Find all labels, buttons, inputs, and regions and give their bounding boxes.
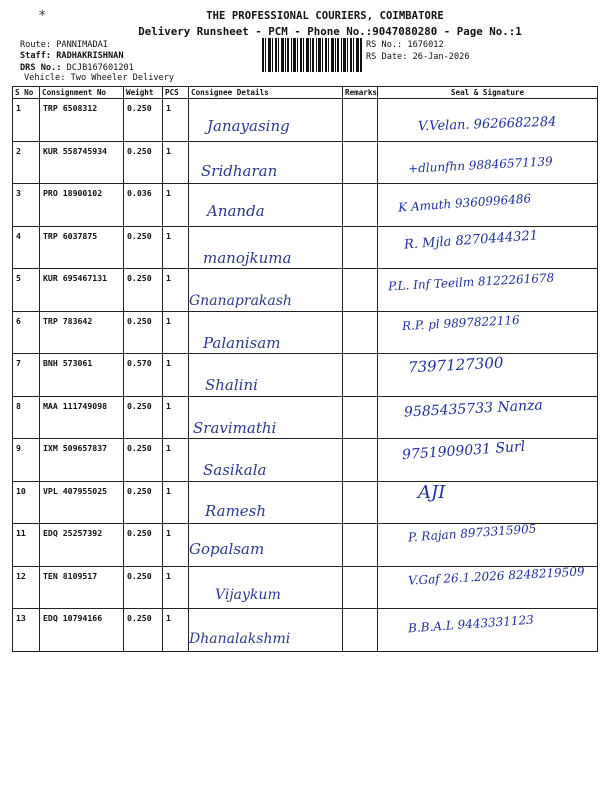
table-row — [13, 226, 598, 269]
consignee-handwriting: Gnanaprakash — [189, 293, 292, 309]
cell-seal-signature — [378, 609, 598, 652]
cell-remarks — [343, 141, 378, 184]
rs-no-line — [366, 40, 444, 50]
vehicle-value: Two Wheeler Delivery — [70, 73, 175, 83]
cell-weight: 0.250 — [124, 226, 163, 269]
cell-remarks — [343, 566, 378, 609]
cell-seal-signature — [378, 481, 598, 524]
cell-sno: 4 — [13, 226, 40, 269]
cell-sno: 11 — [13, 524, 40, 567]
consignee-handwriting: Ramesh — [205, 501, 267, 520]
cell-seal-signature — [378, 184, 598, 227]
cell-consignee — [189, 566, 343, 609]
cell-consignment-no: PRO 18900102 — [40, 184, 124, 227]
table-row — [13, 99, 598, 142]
barcode — [262, 38, 362, 72]
table-row — [13, 269, 598, 312]
cell-remarks — [343, 524, 378, 567]
cell-pcs: 1 — [163, 566, 189, 609]
cell-sno: 6 — [13, 311, 40, 354]
cell-consignment-no: KUR 558745934 — [40, 141, 124, 184]
table-row — [13, 311, 598, 354]
signature-handwriting: B.B.A.L 9443331123 — [407, 612, 535, 636]
cell-weight: 0.250 — [124, 311, 163, 354]
col-header-sno: S No — [13, 87, 40, 99]
table-row — [13, 141, 598, 184]
drs-label: DRS No.: — [20, 63, 62, 73]
signature-handwriting: P.L. Inf Teeilm 8122261678 — [387, 270, 555, 294]
cell-seal-signature — [378, 521, 598, 567]
cell-pcs: 1 — [163, 269, 189, 312]
cell-seal-signature — [378, 269, 598, 312]
cell-weight: 0.250 — [124, 524, 163, 567]
cell-remarks — [343, 396, 378, 439]
cell-sno: 3 — [13, 184, 40, 227]
consignee-handwriting: Janayasing — [207, 117, 290, 135]
cell-weight: 0.250 — [124, 439, 163, 482]
vehicle-line — [24, 73, 174, 83]
cell-weight: 0.250 — [124, 566, 163, 609]
table-row — [13, 439, 598, 482]
cell-sno: 10 — [13, 481, 40, 524]
cell-consignee — [189, 396, 343, 439]
runsheet-table — [12, 86, 598, 652]
consignee-handwriting: Sravimathi — [193, 418, 277, 437]
cell-consignee — [189, 141, 343, 184]
signature-handwriting: K Amuth 9360996486 — [397, 191, 532, 215]
table-row — [13, 396, 598, 439]
consignee-handwriting: Ananda — [207, 202, 265, 220]
cell-remarks — [343, 609, 378, 652]
table-header-row — [13, 87, 598, 99]
cell-weight: 0.250 — [124, 609, 163, 652]
table-row — [13, 354, 598, 397]
cell-consignment-no: TEN 8109517 — [40, 566, 124, 609]
header-mark: * — [38, 8, 47, 24]
cell-pcs: 1 — [163, 481, 189, 524]
cell-weight: 0.250 — [124, 481, 163, 524]
route-line — [20, 40, 108, 50]
table-row — [13, 566, 598, 609]
cell-remarks — [343, 269, 378, 312]
cell-remarks — [343, 481, 378, 524]
cell-seal-signature — [378, 439, 598, 482]
col-header-consignee: Consignee Details — [189, 87, 343, 99]
cell-pcs: 1 — [163, 354, 189, 397]
cell-consignee — [189, 481, 343, 524]
col-header-consignment: Consignment No — [40, 87, 124, 99]
cell-remarks — [343, 311, 378, 354]
cell-consignment-no: EDQ 25257392 — [40, 524, 124, 567]
rs-date-line — [366, 52, 470, 62]
cell-sno: 7 — [13, 354, 40, 397]
cell-consignment-no: IXM 509657837 — [40, 439, 124, 482]
cell-remarks — [343, 184, 378, 227]
cell-consignment-no: TRP 6037875 — [40, 226, 124, 269]
consignee-handwriting: Shalini — [205, 376, 258, 394]
rs-no-value: 1676012 — [407, 40, 444, 50]
consignee-handwriting: manojkuma — [203, 248, 292, 267]
cell-seal-signature — [378, 563, 598, 609]
drs-line — [20, 63, 134, 73]
cell-consignee — [189, 524, 343, 567]
cell-consignment-no: EDQ 10794166 — [40, 609, 124, 652]
cell-seal-signature — [378, 226, 598, 269]
table-row — [13, 481, 598, 524]
cell-pcs: 1 — [163, 439, 189, 482]
cell-seal-signature — [378, 141, 598, 184]
cell-weight: 0.250 — [124, 396, 163, 439]
company-title: THE PROFESSIONAL COURIERS, COIMBATORE — [206, 10, 444, 22]
consignee-handwriting: Sridharan — [201, 161, 278, 180]
consignee-handwriting: Vijaykum — [215, 586, 281, 603]
route-label: Route: — [20, 40, 52, 50]
rs-date-value: 26-Jan-2026 — [412, 52, 470, 62]
cell-remarks — [343, 354, 378, 397]
cell-sno: 12 — [13, 566, 40, 609]
signature-handwriting: R. Mjla 8270444321 — [403, 227, 539, 253]
cell-consignment-no: VPL 407955025 — [40, 481, 124, 524]
cell-weight: 0.250 — [124, 99, 163, 142]
cell-consignee — [189, 184, 343, 227]
staff-label: Staff: — [20, 51, 52, 61]
cell-sno: 13 — [13, 609, 40, 652]
runsheet-subtitle: Delivery Runsheet - PCM - Phone No.:9047080280 - Page No.:1 — [138, 25, 522, 38]
rs-date-label: RS Date: — [366, 52, 408, 62]
cell-remarks — [343, 99, 378, 142]
cell-consignee — [189, 439, 343, 482]
signature-handwriting: V.Velan. 9626682284 — [417, 114, 557, 135]
cell-consignee — [189, 354, 343, 397]
cell-consignment-no: TRP 6508312 — [40, 99, 124, 142]
signature-handwriting: 9585435733 Nanza — [403, 396, 544, 421]
cell-seal-signature — [378, 311, 598, 354]
cell-pcs: 1 — [163, 226, 189, 269]
cell-pcs: 1 — [163, 141, 189, 184]
cell-consignment-no: TRP 783642 — [40, 311, 124, 354]
staff-line — [20, 51, 124, 61]
cell-consignment-no: KUR 695467131 — [40, 269, 124, 312]
table-row — [13, 184, 598, 227]
cell-sno: 8 — [13, 396, 40, 439]
drs-value: DCJB167601201 — [66, 63, 134, 73]
cell-seal-signature — [378, 396, 598, 439]
signature-handwriting: AJI — [418, 481, 446, 503]
signature-handwriting: 7397127300 — [407, 353, 504, 377]
cell-sno: 5 — [13, 269, 40, 312]
cell-remarks — [343, 439, 378, 482]
cell-seal-signature — [378, 354, 598, 397]
cell-weight: 0.250 — [124, 141, 163, 184]
cell-consignment-no: MAA 111749098 — [40, 396, 124, 439]
cell-pcs: 1 — [163, 524, 189, 567]
cell-remarks — [343, 226, 378, 269]
cell-consignee — [189, 311, 343, 354]
cell-consignment-no: BNH 573061 — [40, 354, 124, 397]
col-header-weight: Weight — [124, 87, 163, 99]
consignee-handwriting: Sasikala — [203, 461, 267, 479]
cell-weight: 0.036 — [124, 184, 163, 227]
cell-seal-signature — [378, 99, 598, 142]
route-value: PANNIMADAI — [56, 40, 108, 50]
consignee-handwriting: Dhanalakshmi — [189, 631, 291, 647]
signature-handwriting: +dlunfhn 98846571139 — [407, 153, 554, 176]
col-header-remarks: Remarks — [343, 87, 378, 99]
cell-sno: 2 — [13, 141, 40, 184]
vehicle-label: Vehicle: — [24, 73, 66, 83]
cell-pcs: 1 — [163, 184, 189, 227]
cell-pcs: 1 — [163, 99, 189, 142]
table-row — [13, 609, 598, 652]
consignee-handwriting: Gopalsam — [189, 540, 265, 558]
col-header-pcs: PCS — [163, 87, 189, 99]
cell-weight: 0.570 — [124, 354, 163, 397]
cell-consignee — [189, 226, 343, 269]
rs-no-label: RS No.: — [366, 40, 403, 50]
col-header-seal: Seal & Signature — [378, 87, 598, 99]
signature-handwriting: 9751909031 Surl — [401, 438, 526, 464]
staff-value: RADHAKRISHNAN — [56, 51, 124, 61]
cell-consignee — [189, 99, 343, 142]
cell-sno: 1 — [13, 99, 40, 142]
cell-pcs: 1 — [163, 311, 189, 354]
signature-handwriting: V.Gaf 26.1.2026 8248219509 — [407, 563, 585, 588]
cell-pcs: 1 — [163, 396, 189, 439]
table-row — [13, 524, 598, 567]
cell-sno: 9 — [13, 439, 40, 482]
signature-handwriting: P. Rajan 8973315905 — [407, 521, 537, 545]
cell-pcs: 1 — [163, 609, 189, 652]
consignee-handwriting: Palanisam — [203, 333, 281, 352]
cell-consignee — [189, 609, 343, 652]
cell-consignee — [189, 269, 343, 312]
signature-handwriting: R.P. pl 9897822116 — [401, 312, 521, 333]
cell-weight: 0.250 — [124, 269, 163, 312]
